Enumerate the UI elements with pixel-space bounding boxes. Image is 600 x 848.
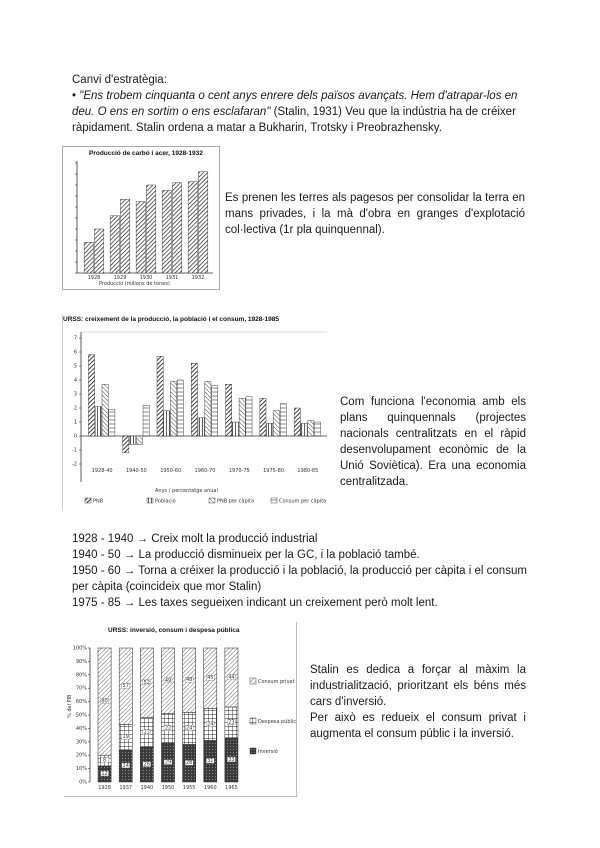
- chart1-bar: [198, 172, 207, 273]
- chart3-legend-swatch: [250, 718, 256, 724]
- chart3-data-label: 24: [122, 762, 129, 769]
- section3-text2: Per això es redueix el consum privat i augmenta el consum públic i la inversió.: [310, 712, 526, 740]
- chart3-data-label: 28: [185, 760, 193, 767]
- chart3-data-label: 24: [207, 721, 214, 728]
- chart3-data-label: 8: [102, 757, 107, 764]
- chart2-bar: [212, 386, 218, 436]
- chart2-x-tick-label: 1960-70: [194, 468, 216, 474]
- chart3-x-tick-label: 1965: [225, 785, 238, 791]
- chart1-bar: [146, 185, 155, 273]
- chart2-x-tick-label: 1928-40: [91, 468, 113, 474]
- chart2-bar: [136, 436, 142, 444]
- timeline-item: 1940 - 50 → La producció disminueix per la GC, i la població també.: [72, 549, 420, 561]
- chart2-bar: [198, 418, 204, 436]
- chart3-data-label: 33: [228, 756, 235, 763]
- chart3-ylabel: % del PIB: [67, 694, 73, 718]
- chart3-data-label: 24: [185, 725, 193, 732]
- chart1-bar: [110, 216, 119, 273]
- chart2-bar: [95, 407, 101, 436]
- chart1-bar: [94, 229, 103, 273]
- chart2-bar: [239, 398, 245, 436]
- chart3-y-tick-label: 40%: [75, 725, 87, 732]
- chart3-y-tick-label: 100%: [72, 645, 87, 652]
- chart2-legend-label: Consum per càpita: [279, 498, 327, 505]
- chart3-y-tick-label: 70%: [75, 685, 87, 692]
- chart1-x-tick-label: 1932: [191, 275, 205, 281]
- chart-investment-svg: [64, 622, 296, 796]
- chart-growth: [62, 314, 331, 510]
- chart2-y-tick-label: 1: [73, 419, 77, 426]
- chart3-data-label: 31: [207, 758, 214, 765]
- chart2-y-tick-label: 7: [73, 335, 77, 342]
- chart3-legend-swatch: [250, 678, 256, 684]
- chart3-legend-label: Despesa pública: [258, 719, 296, 725]
- quote-context: (Stalin, 1931) Veu que la indústria ha de créixer ràpidament. Stalin ordena a matar a Bukharin, Trotsky i Preobrazhensky.: [72, 106, 516, 134]
- chart2-bar: [267, 423, 273, 436]
- chart2-bar: [143, 405, 149, 436]
- chart3-x-tick-label: 1950: [161, 785, 175, 791]
- chart3-y-tick-label: 20%: [75, 752, 87, 759]
- chart3-data-label: 22: [164, 725, 172, 732]
- chart2-x-tick-label: 1950-60: [160, 468, 182, 474]
- chart1-bar: [120, 199, 129, 273]
- chart2-x-tick-label: 1980-85: [297, 468, 319, 474]
- chart2-legend-label: PNB per càpita: [217, 498, 255, 505]
- section2-text: Com funciona l'economia amb els plans quinquennals (projectes nacionals centralitzats en el ràpid desenvolupament econòmic de la Unió Soviètica). Era una economia centralitzada.: [340, 396, 526, 488]
- chart2-bar: [171, 381, 177, 436]
- section1-text: Es prenen les terres als pagesos per consolidar la terra en mans privades, i la mà d'obra en granges d'explotació col·lectiva (1r pla quinquennal).: [225, 192, 525, 236]
- chart3-y-tick-label: 30%: [75, 739, 87, 746]
- chart2-x-caption: Anys / percentatge anual: [155, 488, 218, 494]
- chart2-x-tick-label: 1970-75: [228, 468, 250, 474]
- chart2-legend-label: PNB: [93, 498, 104, 505]
- chart2-bar: [191, 363, 197, 436]
- chart3-y-tick-label: 50%: [75, 712, 87, 719]
- timeline-item: 1950 - 60 → Torna a créixer la producció i la població, la producció per càpita i el consum per càpita (coincideix que mor Stalin): [72, 565, 527, 593]
- chart1-bar: [188, 182, 197, 273]
- chart2-bar: [123, 436, 129, 453]
- chart2-bar: [205, 381, 211, 436]
- chart2-bar: [280, 404, 286, 436]
- chart2-bar: [301, 423, 307, 436]
- chart1-x-tick-label: 1931: [165, 275, 179, 281]
- chart1-x-tick-label: 1928: [87, 275, 101, 281]
- chart3-x-tick-label: 1937: [119, 785, 133, 791]
- chart2-y-tick-label: -1: [72, 447, 77, 454]
- chart2-bar: [102, 384, 108, 436]
- timeline-item: 1975 - 85 → Les taxes segueixen indicant un creixement però molt lent.: [72, 597, 438, 609]
- chart2-bar: [294, 408, 300, 436]
- chart2-bar: [164, 411, 170, 436]
- chart1-bar: [84, 242, 93, 273]
- chart2-bar: [109, 409, 115, 436]
- chart3-y-tick-label: 60%: [75, 699, 87, 706]
- chart3-data-label: 26: [143, 761, 151, 768]
- chart-coal-steel-svg: [63, 147, 219, 289]
- chart-coal-steel: [62, 146, 220, 290]
- chart3-title: URSS: inversió, consum i despesa pública: [108, 627, 240, 634]
- chart1-bar: [172, 183, 181, 273]
- chart1-caption: Producció (milions de tones): [99, 281, 170, 287]
- chart2-y-tick-label: 5: [73, 363, 77, 370]
- chart2-y-tick-label: 6: [73, 349, 77, 356]
- chart2-bar: [308, 421, 314, 436]
- chart2-bar: [226, 384, 232, 436]
- chart3-data-label: 44: [228, 674, 235, 681]
- chart1-bar: [136, 202, 145, 274]
- chart2-y-tick-label: 2: [73, 405, 77, 412]
- stalin-quote: "Ens trobem cinquanta o cent anys enrere dels països avançats. Hem d'atrapar-los en deu. O ens en sortim o ens esclafaran": [72, 90, 518, 118]
- chart2-y-tick-label: 3: [73, 391, 77, 398]
- timeline-item: 1928 - 1940 → Creix molt la producció industrial: [72, 533, 318, 545]
- chart2-bar: [177, 380, 183, 436]
- chart2-bar: [246, 397, 252, 436]
- chart3-x-tick-label: 1955: [182, 785, 196, 791]
- chart2-bar: [314, 422, 320, 436]
- intro-paragraph: [72, 88, 532, 136]
- chart3-data-label: 12: [101, 770, 108, 777]
- chart-growth-svg: [63, 314, 331, 510]
- chart3-data-label: 48: [185, 677, 193, 684]
- chart2-bar: [232, 422, 238, 436]
- chart2-legend-swatch: [209, 498, 215, 503]
- chart3-legend-label: Consum privat: [258, 679, 295, 685]
- chart3-y-tick-label: 10%: [75, 766, 87, 773]
- chart3-data-label: 49: [164, 677, 172, 684]
- chart3-data-label: 29: [164, 759, 172, 766]
- section3-text1: Stalin es dedica a forçar al màxim la industrialització, prioritzant els béns més cars d'inversió.: [310, 664, 526, 708]
- chart2-y-tick-label: -2: [72, 461, 77, 468]
- chart3-data-label: 22: [143, 729, 151, 736]
- chart1-title: Producció de carbó i acer, 1928-1932: [89, 150, 203, 157]
- chart3-y-tick-label: 0%: [79, 779, 87, 786]
- chart2-bar: [88, 355, 94, 436]
- chart2-legend-label: Població: [155, 498, 176, 505]
- chart2-y-tick-label: 4: [73, 377, 77, 384]
- intro-block: [72, 72, 532, 136]
- chart2-bar: [260, 398, 266, 436]
- chart3-data-label: 80: [101, 698, 108, 705]
- chart3-data-label: 52: [143, 679, 151, 686]
- chart2-bar: [129, 436, 135, 444]
- chart3-y-tick-label: 90%: [75, 658, 87, 665]
- intro-heading: Canvi d'estratègia:: [72, 74, 167, 86]
- chart1-x-tick-label: 1929: [113, 275, 127, 281]
- chart3-x-tick-label: 1928: [98, 785, 111, 791]
- chart3-legend-label: Inversió: [258, 749, 278, 755]
- chart2-legend-swatch: [85, 498, 91, 503]
- chart3-y-tick-label: 80%: [75, 672, 87, 679]
- chart-investment: [64, 622, 297, 797]
- chart3-x-tick-label: 1960: [203, 785, 217, 791]
- bullet-marker: •: [72, 90, 77, 102]
- chart2-bar: [273, 411, 279, 436]
- chart2-bar: [157, 356, 163, 436]
- chart3-data-label: 57: [122, 683, 129, 690]
- chart3-x-tick-label: 1940: [140, 785, 154, 791]
- chart3-data-label: 19: [122, 734, 129, 741]
- chart3-data-label: 23: [228, 719, 235, 726]
- section3-block: [310, 662, 526, 742]
- chart2-legend-swatch: [147, 498, 153, 503]
- timeline-list: [72, 531, 532, 611]
- chart3-legend-swatch: [250, 748, 256, 754]
- chart2-legend-swatch: [271, 498, 277, 503]
- chart2-x-tick-label: 1975-80: [263, 468, 285, 474]
- chart2-y-tick-label: 0: [73, 433, 77, 440]
- chart3-data-label: 45: [207, 675, 214, 682]
- chart1-bar: [162, 191, 171, 274]
- chart2-title: URSS: creixement de la producció, la població i el consum, 1928-1985: [63, 316, 280, 323]
- chart1-x-tick-label: 1930: [139, 275, 153, 281]
- chart2-x-tick-label: 1940-50: [125, 468, 147, 474]
